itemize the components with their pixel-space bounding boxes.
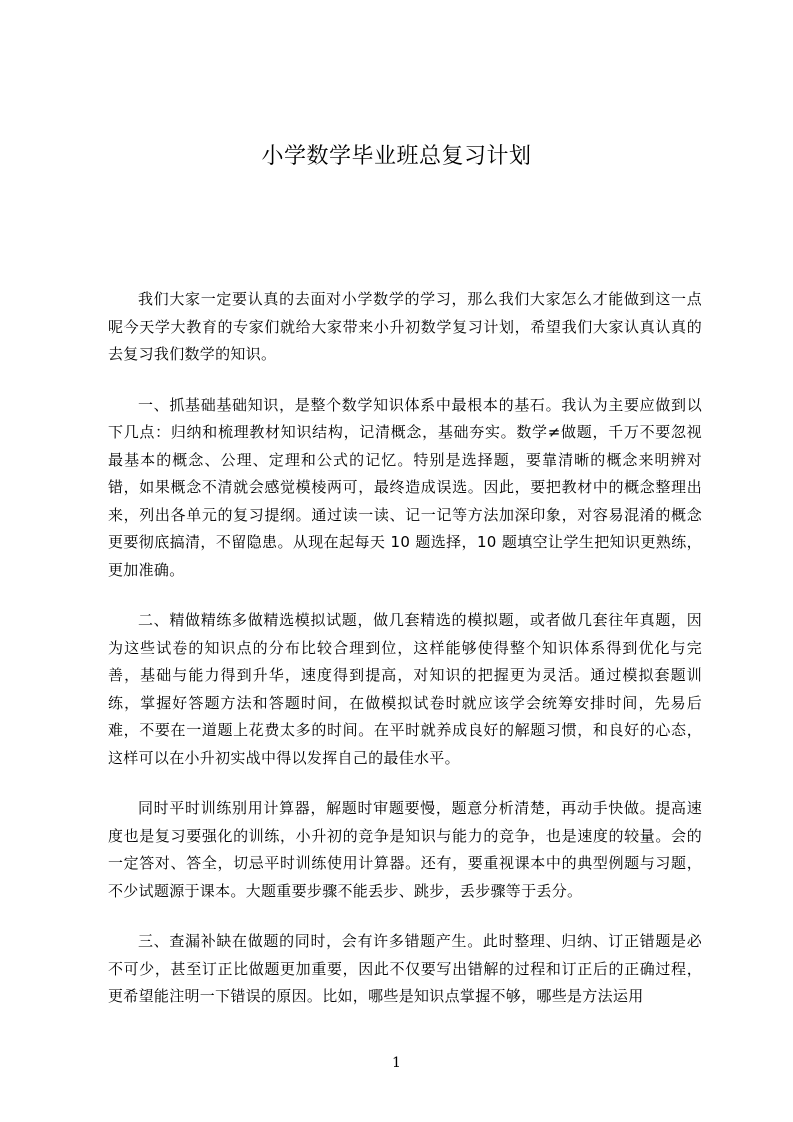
paragraph-review: 三、查漏补缺在做题的同时，会有许多错题产生。此时整理、归纳、订正错题是必不可少，甚至订正比做题更加重要，因此不仅要写出错解的过程和订正后的正确过程，更希望能注明一下错误的原因。比如，哪些是知识点掌握不够，哪些是方法运用 [108,932,702,1005]
paragraph-practice: 二、精做精练多做精选模拟试题，做几套精选的模拟题，或者做几套往年真题，因为这些试卷的知识点的分布比较合理到位，这样能够使得整个知识体系得到优化与完善，基础与能力得到升华，速度得到提高，对知识的把握更为灵活。通过模拟套题训练，掌握好答题方法和答题时间，在做模拟试卷时就应该学会统筹安排时间，先易后难，不要在一道题上花费太多的时间。在平时就养成良好的解题习惯，和良好的心态，这样可以在小升初实战中得以发挥自己的最佳水平。 [108,611,702,767]
paragraph-intro: 我们大家一定要认真的去面对小学数学的学习，那么我们大家怎么才能做到这一点呢今天学大教育的专家们就给大家带来小升初数学复习计划，希望我们大家认真认真的去复习我们数学的知识。 [108,290,702,363]
document-title: 小学数学毕业班总复习计划 [261,144,532,169]
page-number: 1 [392,1055,401,1071]
paragraph-training: 同时平时训练别用计算器，解题时审题要慢，题意分析清楚，再动手快做。提高速度也是复习要强化的训练，小升初的竞争是知识与能力的竞争，也是速度的较量。会的一定答对、答全，切忌平时训练使用计算器。还有，要重视课本中的典型例题与习题，不少试题源于课本。大题重要步骤不能丢步、跳步，丢步骤等于丢分。 [108,799,702,900]
document-body [108,286,702,1034]
paragraph-basics: 一、抓基础基础知识，是整个数学知识体系中最根本的基石。我认为主要应做到以下几点：归纳和梳理教材知识结构，记清概念，基础夯实。数学≠做题，千万不要忽视最基本的概念、公理、定理和公式的记忆。特别是选择题，要靠清晰的概念来明辨对错，如果概念不清就会感觉模棱两可，最终造成误选。因此，要把教材中的概念整理出来，列出各单元的复习提纲。通过读一读、记一记等方法加深印象，对容易混淆的概念更要彻底搞清，不留隐患。从现在起每天 10 题选择，10 题填空让学生把知识更熟练，更加准确。 [108,395,702,579]
